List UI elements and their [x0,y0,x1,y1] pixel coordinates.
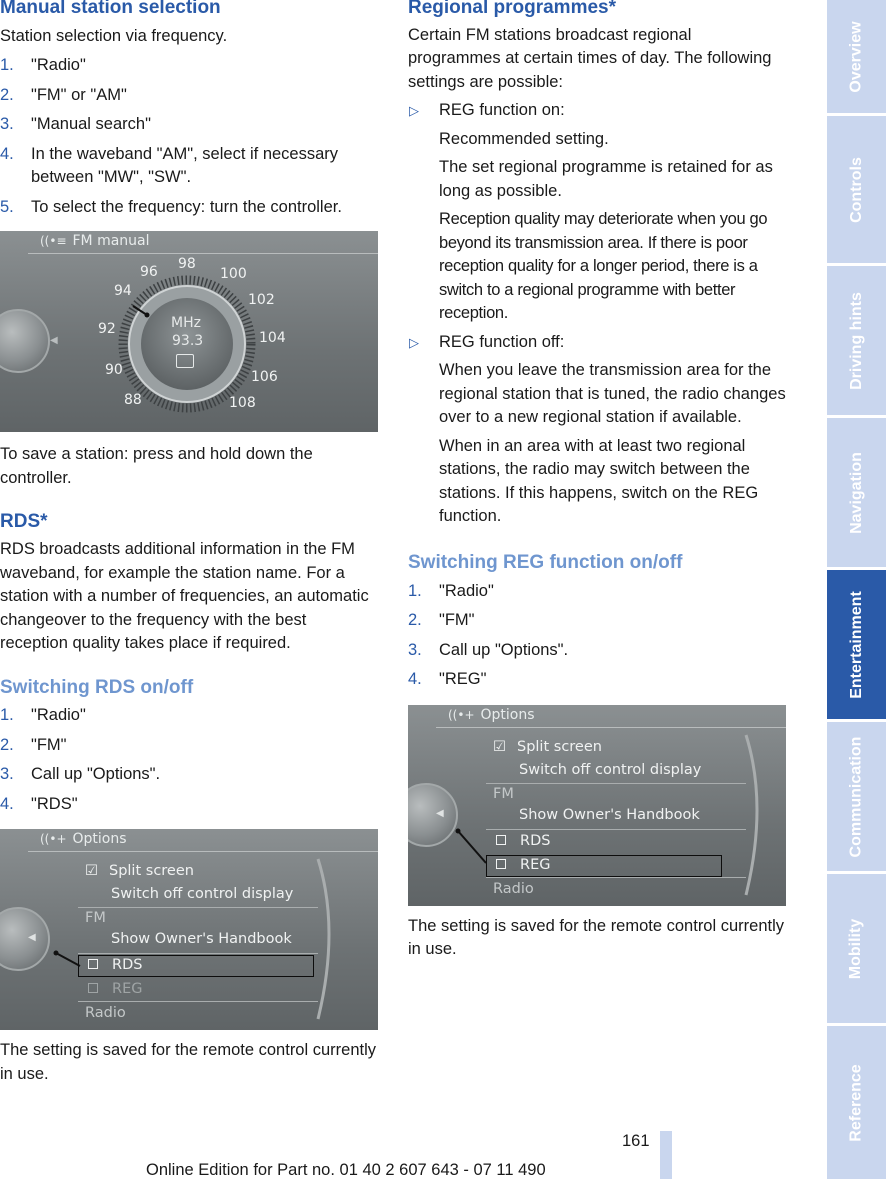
page-marker-bar [660,1131,672,1179]
divider [486,783,746,784]
reg-on-paragraph-3: Reception quality may deteriorate when you go beyond its transmission area. If there is poor reception quality for a longer period, there is a switch to a regional programme with better reception. [439,210,768,323]
list-item: ▷ REG function on: [408,99,786,123]
page-number: 161 [622,1132,650,1150]
divider [486,877,746,878]
list-item: 3. "Manual search" [0,115,151,134]
right-column [408,0,786,962]
left-column [0,0,378,1086]
antenna-icon: ((•+ [448,707,475,722]
rds-steps-list [0,704,378,816]
checkbox-checked-icon: ☑ [85,863,98,880]
list-item: 4. "RDS" [0,794,78,813]
frequency-unit: MHz [171,315,201,332]
dial-label-92: 92 [98,321,116,338]
reg-off-paragraph-2: When in an area with at least two regional stations, the radio may switch between the stations. If this happens, switch on the REG function. [439,436,759,526]
dial-label-90: 90 [105,362,123,379]
group-label-radio: Radio [493,880,534,897]
list-item: 4. "REG" [408,670,487,689]
list-item: 1. "Radio" [0,56,86,75]
manual-intro: Station selection via frequency. [0,26,228,45]
dial-label-88: 88 [124,392,142,409]
option-switch-off-display[interactable]: Switch off control display [519,761,702,778]
group-label-fm: FM [85,910,106,927]
left-arrow-icon: ◀ [28,932,36,944]
list-item: 3. Call up "Options". [408,640,569,659]
highlight-box [486,855,722,877]
pointer-line [0,829,378,1030]
rds-caption: The setting is saved for the remote control currently in use. [0,1041,377,1083]
group-label-radio: Radio [85,1005,126,1022]
divider [486,829,746,830]
checkbox-icon [496,835,506,845]
checkbox-icon [88,983,98,993]
rds-heading: RDS* [0,511,48,533]
dial-label-96: 96 [140,264,158,281]
triangle-bullet-icon: ▷ [409,334,419,350]
divider [78,953,318,954]
list-item: 1. "Radio" [408,581,494,600]
reg-caption: The setting is saved for the remote control currently in use. [408,916,785,959]
triangle-bullet-icon: ▷ [409,103,419,119]
chapter-tabs [827,0,886,1179]
reg-options-list [408,99,786,123]
dial-label-98: 98 [178,256,196,273]
dial-label-102: 102 [248,292,275,309]
fm-manual-screenshot [0,231,378,432]
list-item: 2. "FM" [408,611,475,630]
tab-overview[interactable]: Overview [827,0,886,113]
edition-footer: Online Edition for Part no. 01 40 2 607 643 - 07 11 490 [146,1161,546,1179]
option-show-handbook[interactable]: Show Owner's Handbook [111,931,292,948]
rds-switch-heading: Switching RDS on/off [0,676,194,698]
dial-label-100: 100 [220,266,247,283]
tab-driving-hints[interactable]: Driving hints [827,266,886,415]
highlight-box [78,955,314,977]
reg-on-paragraph-2: The set regional programme is retained for as long as possible. [439,158,773,200]
list-item: 4. In the waveband "AM", select if necessary between "MW", "SW". [0,144,339,187]
manual-station-heading: Manual station selection [0,0,221,18]
left-arrow-icon: ◀ [50,335,58,347]
options-reg-screenshot [408,705,786,906]
tab-navigation[interactable]: Navigation [827,418,886,567]
regional-heading: Regional programmes* [408,0,616,18]
save-station-text: To save a station: press and hold down the controller. [0,445,313,487]
checkbox-checked-icon: ☑ [493,738,506,755]
regional-intro: Certain FM stations broadcast regional programmes at certain times of day. The following settings are possible: [408,25,772,91]
reg-switch-heading: Switching REG function on/off [408,551,683,573]
rds-description: RDS broadcasts additional information in the FM waveband, for example the station name. For a station with a number of frequencies, an automatic changeover to the frequency with the best reception quality takes place if required. [0,540,369,653]
group-label-fm: FM [493,785,514,802]
option-reg[interactable]: REG [88,981,142,997]
divider [78,1001,318,1002]
tab-reference[interactable]: Reference [827,1026,886,1179]
reg-off-paragraph-1: When you leave the transmission area for the regional station that is tuned, the radio changes over to a new regional station if available. [439,361,786,427]
list-item: 1. "Radio" [0,706,86,725]
list-item: 2. "FM" [0,735,67,754]
dial-label-108: 108 [229,395,256,412]
reg-steps-list [408,580,786,692]
antenna-icon: ((•≡ [40,234,67,249]
options-screen-title: ((•+ Options [448,706,535,723]
list-item: ▷ REG function off: [408,331,786,355]
option-rds[interactable]: RDS [496,833,550,849]
list-item: 5. To select the frequency: turn the controller. [0,197,342,216]
divider [78,907,318,908]
option-reg[interactable]: REG [496,857,550,873]
tab-controls[interactable]: Controls [827,116,886,263]
tab-communication[interactable]: Communication [827,722,886,871]
option-rds[interactable]: RDS [88,957,142,973]
frequency-value: 93.3 [172,333,204,350]
dial-label-104: 104 [259,330,286,347]
option-split-screen[interactable]: ☑ Split screen [85,863,194,880]
options-screen-title: ((•+ Options [40,831,127,848]
reg-options-list [408,331,786,355]
dial-label-106: 106 [251,369,278,386]
reg-on-paragraph-1: Recommended setting. [439,129,609,148]
save-station-icon [176,354,194,368]
tab-mobility[interactable]: Mobility [827,874,886,1023]
antenna-icon: ((•+ [40,832,67,847]
tab-entertainment[interactable]: Entertainment [827,570,886,719]
dial-label-94: 94 [114,283,132,300]
left-arrow-icon: ◀ [436,807,444,819]
option-switch-off-display[interactable]: Switch off control display [111,886,294,903]
list-item: 3. Call up "Options". [0,765,161,784]
manual-steps-list [0,54,378,219]
fm-screen-title: ((•≡ FM manual [40,233,150,250]
option-show-handbook[interactable]: Show Owner's Handbook [519,806,700,823]
list-item: 2. "FM" or "AM" [0,85,127,104]
options-rds-screenshot [0,829,378,1030]
option-split-screen[interactable]: ☑ Split screen [493,738,602,755]
